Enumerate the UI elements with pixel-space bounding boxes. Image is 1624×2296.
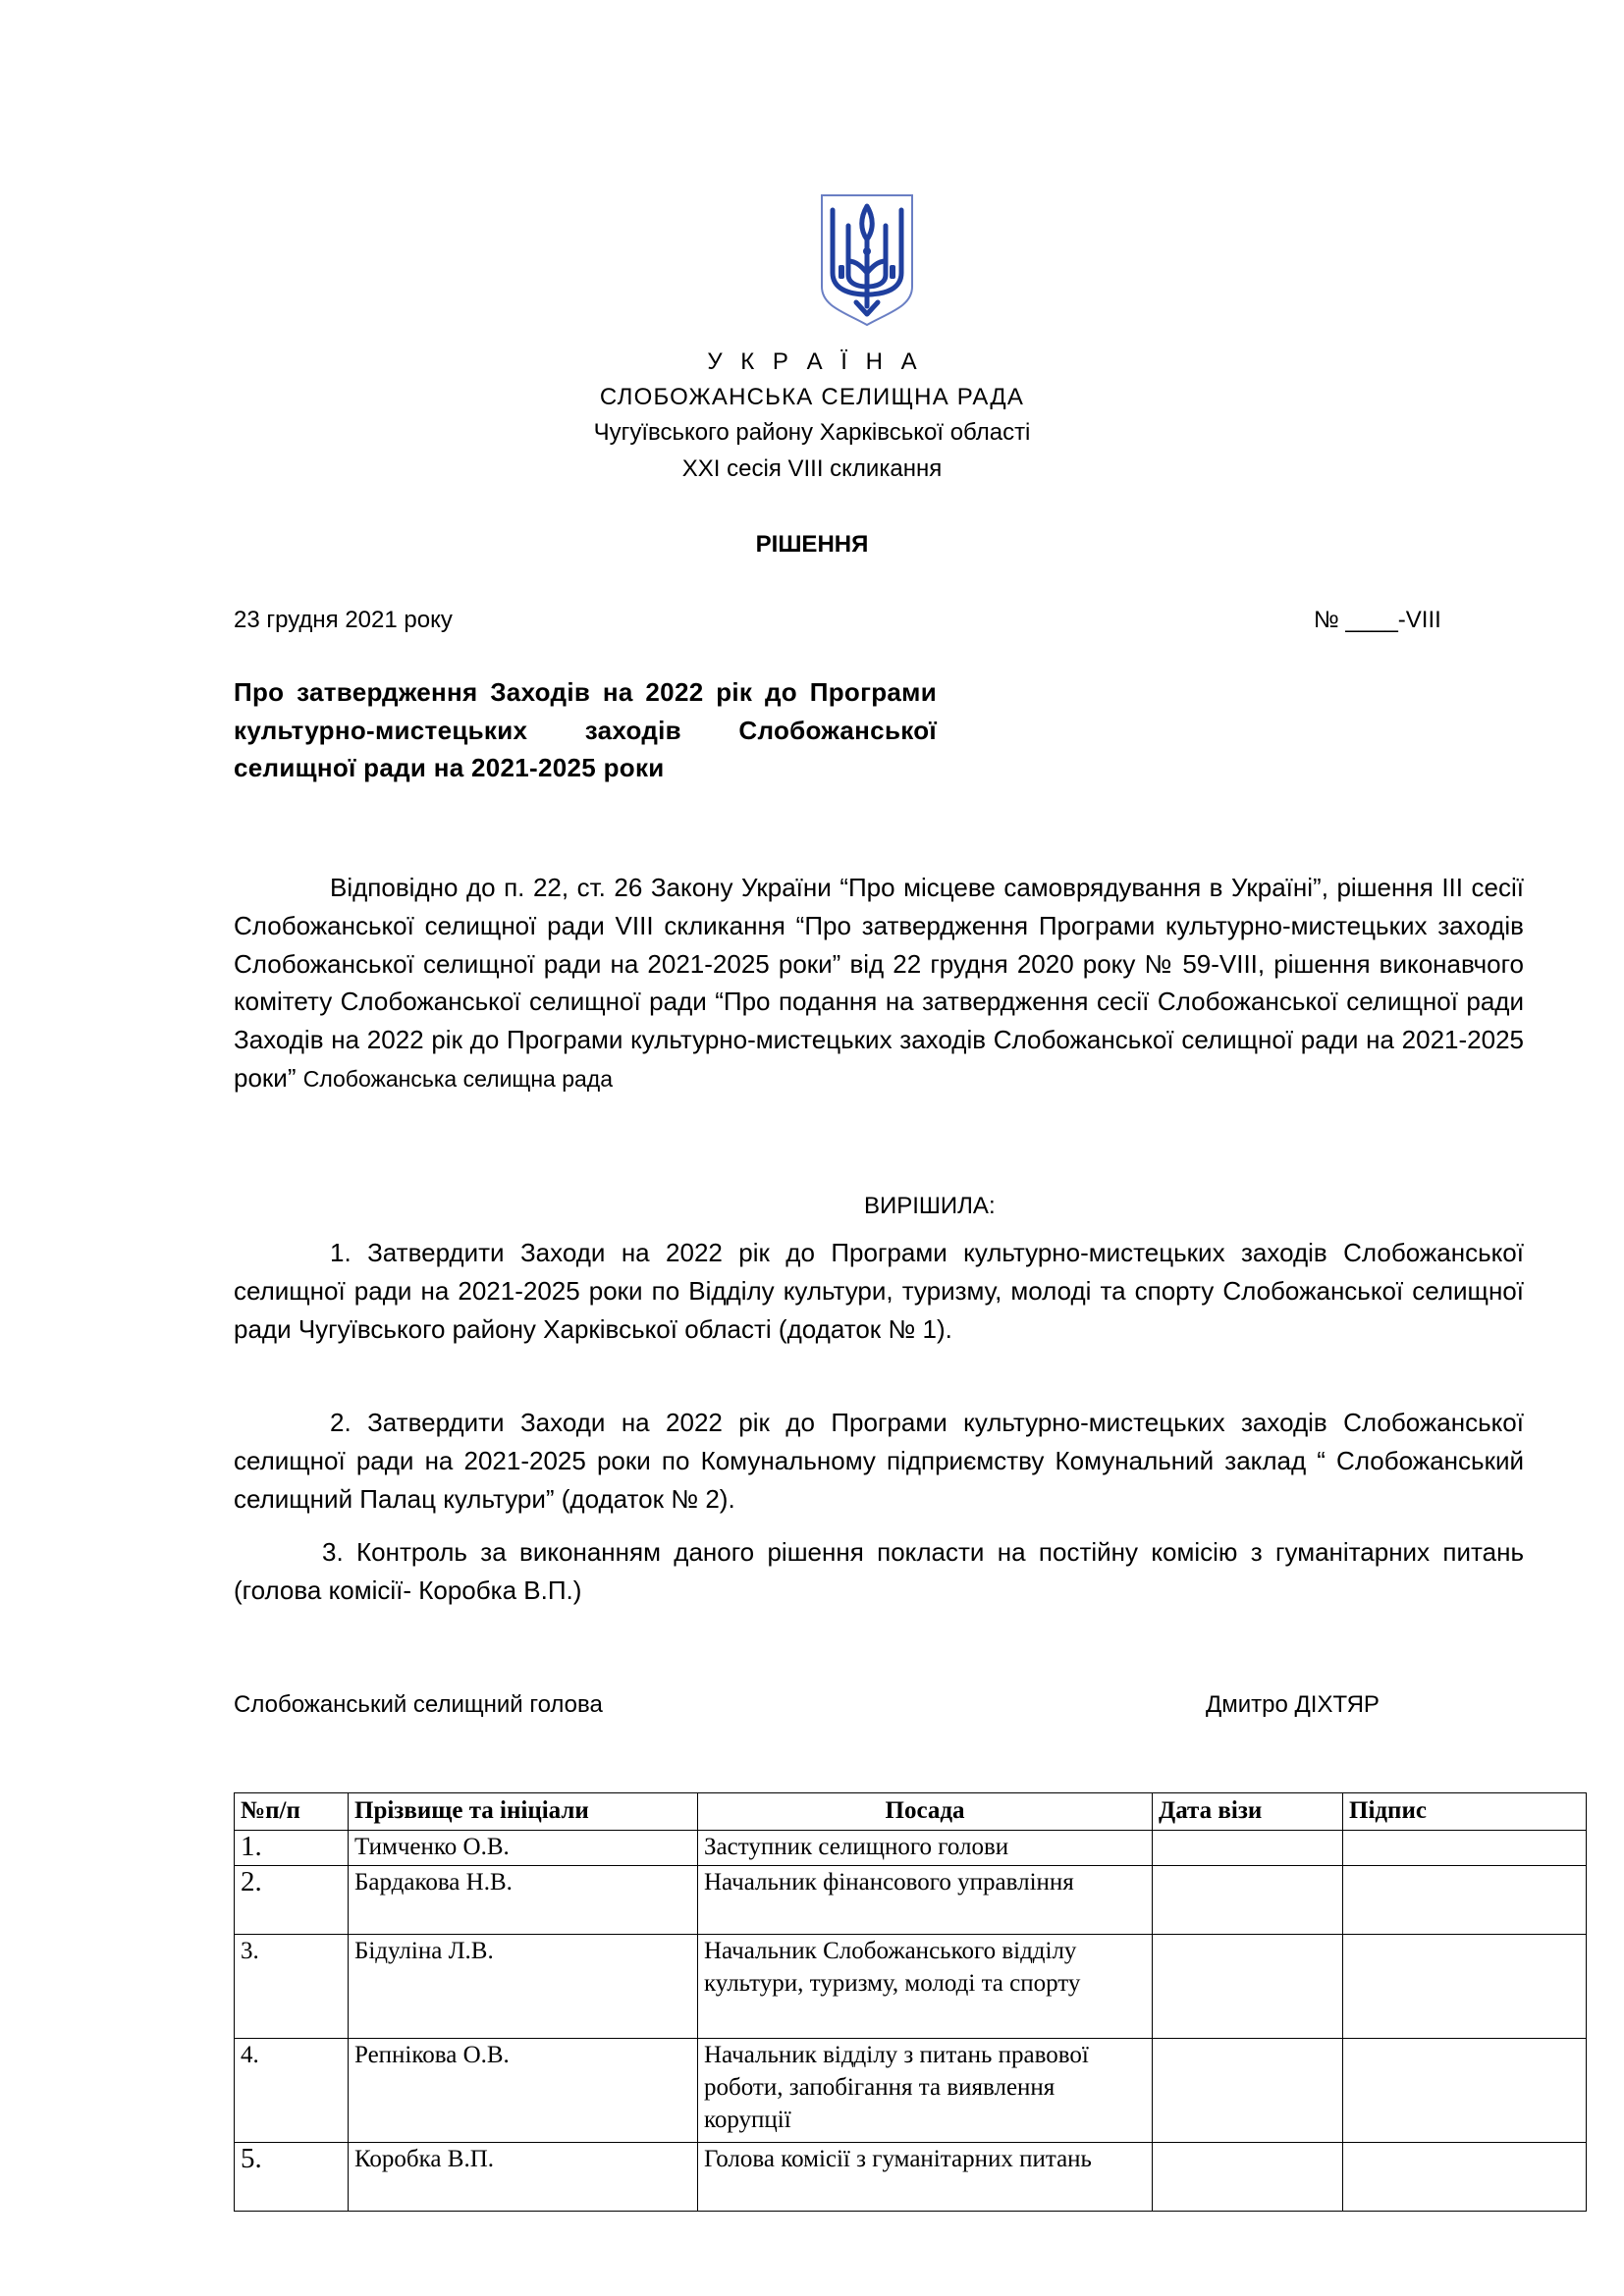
row-number: 2. [235,1866,349,1935]
row-date [1153,2039,1343,2143]
table-header-row [235,1793,1587,1831]
row-date [1153,1831,1343,1866]
row-number: 3. [235,1935,349,2039]
column-header-number: №п/п [235,1793,349,1831]
row-position: Заступник селищного голови [698,1831,1153,1866]
resolution-item-text: 3. Контроль за виконанням даного рішення покласти на постійну комісію з гуманітарних питань (голова комісії- Коробка В.П.) [234,1537,1524,1605]
trident-coat-of-arms-icon [819,192,915,328]
row-signature [1343,2143,1587,2212]
resolution-item-text: 1. Затвердити Заходи на 2022 рік до Програми культурно-мистецьких заходів Слобожанської селищної ради на 2021-2025 роки по Відділу культури, туризму, молоді та спорту Слобожанської селищної ради Чугуївського району Харківської області (додаток № 1). [234,1238,1524,1344]
table-row [235,1866,1587,1935]
row-signature [1343,1866,1587,1935]
resolution-item [234,1234,1524,1348]
resolution-item [234,1404,1524,1518]
resolution-item [234,1533,1524,1610]
row-name: Тимченко О.В. [349,1831,698,1866]
row-position: Начальник відділу з питань правової роботи, запобігання та виявлення корупції [698,2039,1153,2143]
decision-date: 23 грудня 2021 року [234,607,453,633]
row-signature [1343,1831,1587,1866]
document-type: РІШЕННЯ [755,531,869,558]
row-position: Голова комісії з гуманітарних питань [698,2143,1153,2212]
decision-subject: Про затвердження Заходів на 2022 рік до Програми культурно-мистецьких заходів Слобожанської селищної ради на 2021-2025 роки [234,677,937,782]
row-date [1153,1935,1343,2039]
table-row [235,2039,1587,2143]
row-number: 4. [235,2039,349,2143]
row-number: 5. [235,2143,349,2212]
signatory-name: Дмитро ДІХТЯР [1206,1691,1380,1718]
row-name: Репнікова О.В. [349,2039,698,2143]
row-number: 1. [235,1831,349,1866]
column-header-name: Прізвище та ініціали [349,1793,698,1831]
row-position: Начальник Слобожанського відділу культури, туризму, молоді та спорту [698,1935,1153,2039]
column-header-date: Дата візи [1153,1793,1343,1831]
row-name: Коробка В.П. [349,2143,698,2212]
preamble-tail: Слобожанська селищна рада [302,1065,614,1092]
session-info: XXI сесія VIII скликання [681,455,943,482]
signatory-title: Слобожанський селищний голова [234,1691,603,1718]
country-name: У К Р А Ї Н А [707,348,923,375]
column-header-signature: Підпис [1343,1793,1587,1831]
column-header-position: Посада [698,1793,1153,1831]
table-row [235,1935,1587,2039]
row-signature [1343,2039,1587,2143]
table-row [235,2143,1587,2212]
preamble-text: Відповідно до п. 22, ст. 26 Закону України “Про місцеве самоврядування в Україні”, рішення ІІІ сесії Слобожанської селищної ради VIII скликання “Про затвердження Програми культурно-мистецьких заходів Слобожанської селищної ради на 2021-2025 роки” від 22 грудня 2020 року № 59-VIII, рішення виконавчого комітету Слобожанської селищної ради “Про подання на затвердження сесії Слобожанської селищної ради Заходів на 2022 рік до Програми культурно-мистецьких заходів Слобожанської селищної ради на 2021-2025 роки” [234,873,1524,1093]
row-signature [1343,1935,1587,2039]
row-name: Бідуліна Л.В. [349,1935,698,2039]
row-name: Бардакова Н.В. [349,1866,698,1935]
resolved-label: ВИРІШИЛА: [864,1193,996,1219]
preamble [234,869,1524,1098]
table-row [235,1831,1587,1866]
row-date [1153,2143,1343,2212]
district-name: Чугуївського району Харківської області [593,419,1031,446]
resolution-item-text: 2. Затвердити Заходи на 2022 рік до Програми культурно-мистецьких заходів Слобожанської селищної ради на 2021-2025 роки по Комунальному підприємству Комунальний заклад “ Слобожанський селищний Палац культури” (додаток № 2). [234,1408,1524,1514]
row-date [1153,1866,1343,1935]
row-position: Начальник фінансового управління [698,1866,1153,1935]
visa-table [234,1792,1587,2212]
decision-number: № ____-VIII [1314,607,1441,633]
council-name: СЛОБОЖАНСЬКА СЕЛИЩНА РАДА [599,384,1025,410]
